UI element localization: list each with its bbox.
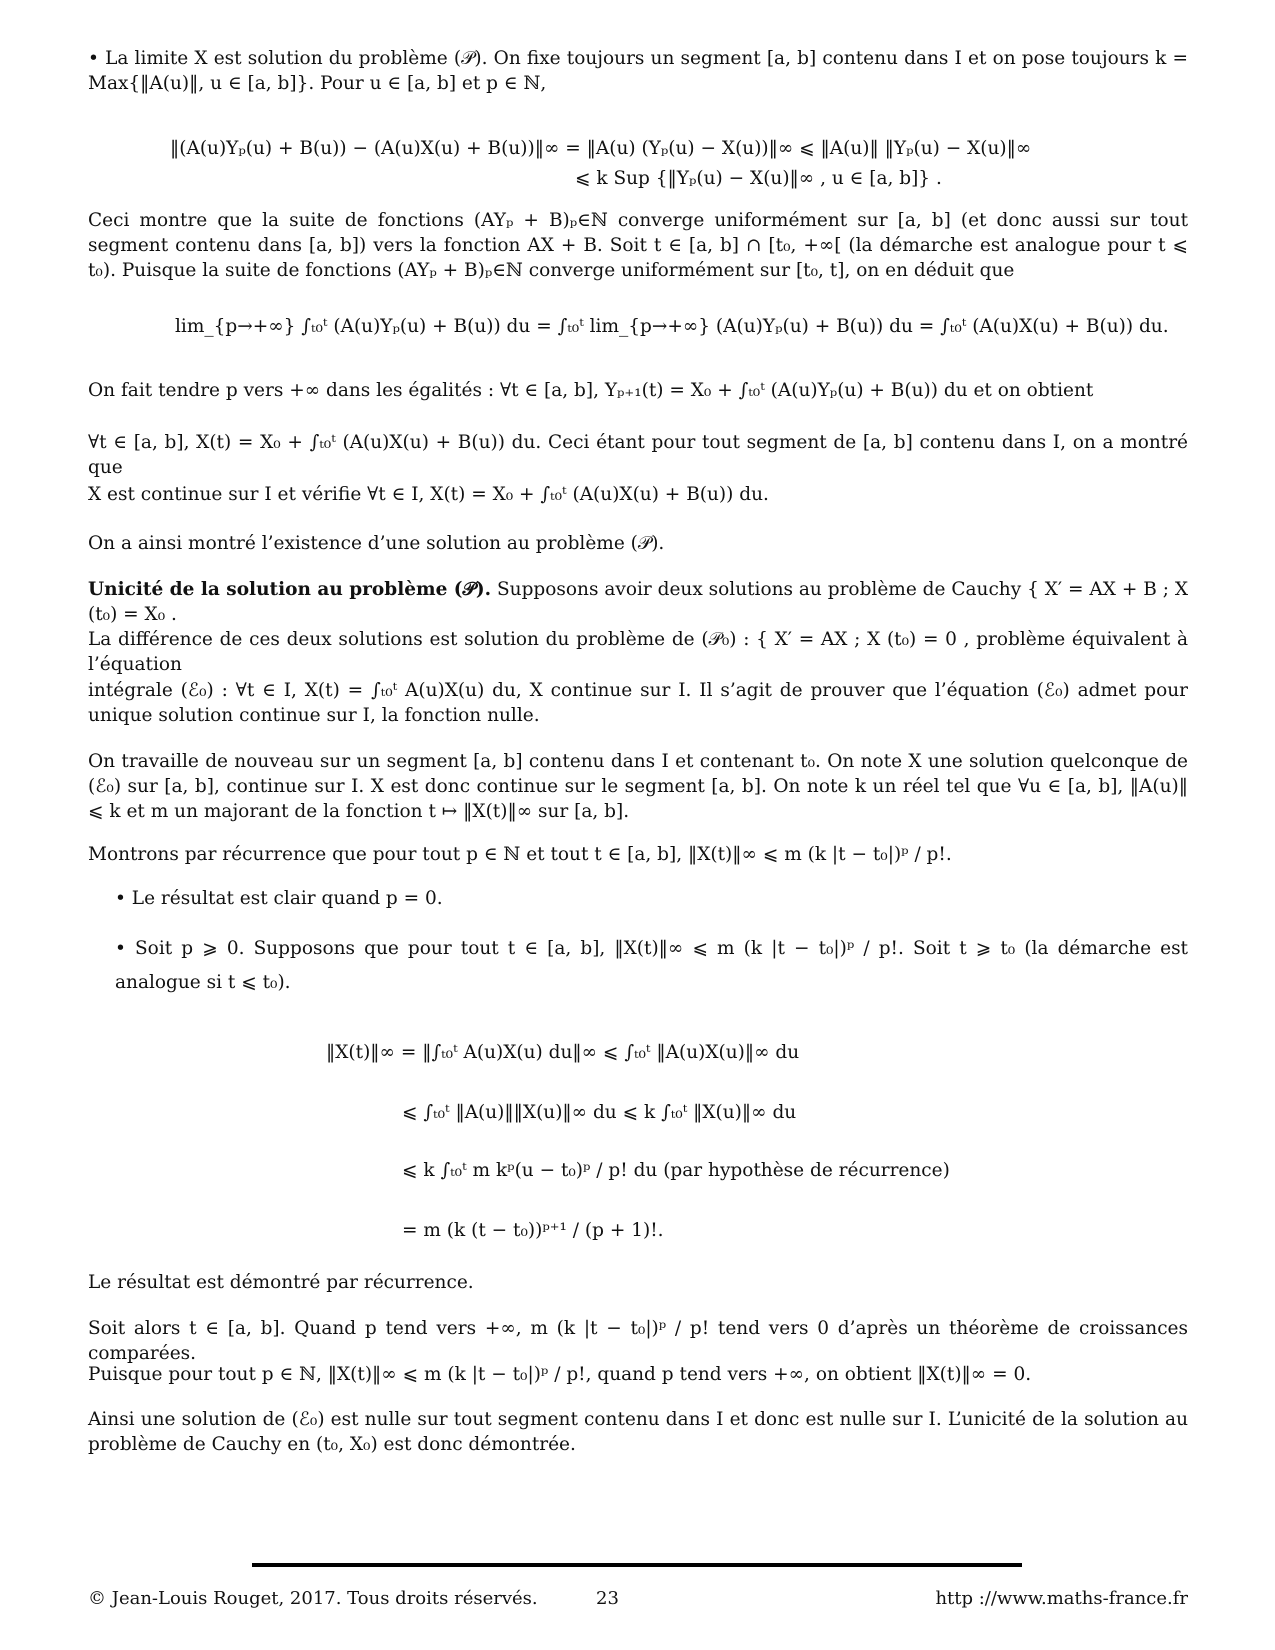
bullet-induction-step: • Soit p ⩾ 0. Supposons que pour tout t ∈ [a, b], ‖X(t)‖∞ ⩽ m (k |t − t₀|)ᵖ / p!. Soit t ⩾ t₀ (la démarche est analogue si t ⩽ t₀).	[115, 938, 1188, 993]
paragraph-limit-solution: • La limite X est solution du problème (𝒫). On fixe toujours un segment [a, b] contenu dans I et on pose toujours k = Max{‖A(u)‖, u ∈ [a, b]}. Pour u ∈ [a, b] et p ∈ ℕ,	[88, 48, 1188, 94]
page-footer	[88, 1588, 1188, 1614]
bullet-base-case: • Le résultat est clair quand p = 0.	[115, 888, 443, 909]
equation-norm-1: ‖(A(u)Yₚ(u) + B(u)) − (A(u)X(u) + B(u))‖∞ = ‖A(u) (Yₚ(u) − X(u))‖∞ ⩽ ‖A(u)‖ ‖Yₚ(u) − X(u)‖∞	[170, 138, 1032, 159]
uniqueness-intro: Supposons avoir deux solutions au problème de Cauchy { X′ = AX + B ; X (t₀) = X₀ .	[88, 579, 1188, 625]
footer-page-number: 23	[596, 1588, 619, 1609]
equation-chain-2: ⩽ ∫ₜ₀ᵗ ‖A(u)‖‖X(u)‖∞ du ⩽ k ∫ₜ₀ᵗ ‖X(u)‖∞ du	[402, 1102, 797, 1123]
paragraph-induction-claim: Montrons par récurrence que pour tout p ∈ ℕ et tout t ∈ [a, b], ‖X(t)‖∞ ⩽ m (k |t − t₀|)ᵖ / p!.	[88, 844, 952, 865]
paragraph-integral-e0: intégrale (ℰ₀) : ∀t ∈ I, X(t) = ∫ₜ₀ᵗ A(u)X(u) du, X continue sur I. Il s’agit de prouver que l’équation (ℰ₀) admet pour unique solution continue sur I, la fonction nulle.	[88, 680, 1188, 726]
paragraph-induction-done: Le résultat est démontré par récurrence.	[88, 1272, 474, 1293]
footer-divider	[252, 1563, 1022, 1567]
equation-chain-1: ‖X(t)‖∞ = ‖∫ₜ₀ᵗ A(u)X(u) du‖∞ ⩽ ∫ₜ₀ᵗ ‖A(u)X(u)‖∞ du	[326, 1042, 800, 1063]
paragraph-conclusion: Ainsi une solution de (ℰ₀) est nulle sur tout segment contenu dans I et donc est nulle sur I. L’unicité de la solution au problème de Cauchy en (t₀, X₀) est donc démontrée.	[88, 1409, 1188, 1455]
paragraph-pass-to-limit: On fait tendre p vers +∞ dans les égalités : ∀t ∈ [a, b], Yₚ₊₁(t) = X₀ + ∫ₜ₀ᵗ (A(u)Yₚ(u) + B(u)) du et on obtient	[88, 380, 1094, 401]
uniqueness-heading: Unicité de la solution au problème (𝒫).	[88, 579, 492, 600]
paragraph-integral-equation: ∀t ∈ [a, b], X(t) = X₀ + ∫ₜ₀ᵗ (A(u)X(u) + B(u)) du. Ceci étant pour tout segment de [a, b] contenu dans I, on a montré que	[88, 432, 1188, 478]
paragraph-uniqueness	[88, 577, 1188, 627]
footer-copyright: © Jean-Louis Rouget, 2017. Tous droits réservés.	[88, 1588, 538, 1609]
equation-limit-integral: lim_{p→+∞} ∫ₜ₀ᵗ (A(u)Yₚ(u) + B(u)) du = ∫ₜ₀ᵗ lim_{p→+∞} (A(u)Yₚ(u) + B(u)) du = ∫ₜ₀ᵗ (A(u)X(u) + B(u)) du.	[175, 316, 1169, 337]
paragraph-segment-work: On travaille de nouveau sur un segment [a, b] contenu dans I et contenant t₀. On note X une solution quelconque de (ℰ₀) sur [a, b], continue sur I. X est donc continue sur le segment [a, b]. On note k un réel tel que ∀u ∈ [a, b], ‖A(u)‖ ⩽ k et m un majorant de la fonction t ↦ ‖X(t)‖∞ sur [a, b].	[88, 751, 1188, 822]
footer-url-link[interactable]: http ://www.maths-france.fr	[935, 1588, 1188, 1609]
paragraph-existence: On a ainsi montré l’existence d’une solution au problème (𝒫).	[88, 533, 665, 554]
paragraph-uniform-convergence: Ceci montre que la suite de fonctions (AYₚ + B)ₚ∈ℕ converge uniformément sur [a, b] (et donc aussi sur tout segment contenu dans [a, b]) vers la fonction AX + B. Soit t ∈ [a, b] ∩ [t₀, +∞[ (la démarche est analogue pour t ⩽ t₀). Puisque la suite de fonctions (AYₚ + B)ₚ∈ℕ converge uniformément sur [t₀, t], on en déduit que	[88, 210, 1188, 281]
paragraph-norm-zero: Puisque pour tout p ∈ ℕ, ‖X(t)‖∞ ⩽ m (k |t − t₀|)ᵖ / p!, quand p tend vers +∞, on obtient ‖X(t)‖∞ = 0.	[88, 1364, 1032, 1385]
equation-chain-3: ⩽ k ∫ₜ₀ᵗ m kᵖ(u − t₀)ᵖ / p! du (par hypothèse de récurrence)	[402, 1160, 950, 1181]
equation-norm-2: ⩽ k Sup {‖Yₚ(u) − X(u)‖∞ , u ∈ [a, b]} .	[575, 168, 942, 189]
equation-chain-4: = m (k (t − t₀))ᵖ⁺¹ / (p + 1)!.	[402, 1220, 664, 1241]
paragraph-x-continuous: X est continue sur I et vérifie ∀t ∈ I, X(t) = X₀ + ∫ₜ₀ᵗ (A(u)X(u) + B(u)) du.	[88, 484, 769, 505]
paragraph-limit-zero: Soit alors t ∈ [a, b]. Quand p tend vers +∞, m (k |t − t₀|)ᵖ / p! tend vers 0 d’après un théorème de croissances comparées.	[88, 1318, 1188, 1364]
paragraph-difference-problem: La différence de ces deux solutions est solution du problème de (𝒫₀) : { X′ = AX ; X (t₀) = 0 , problème équivalent à l’équation	[88, 629, 1188, 675]
